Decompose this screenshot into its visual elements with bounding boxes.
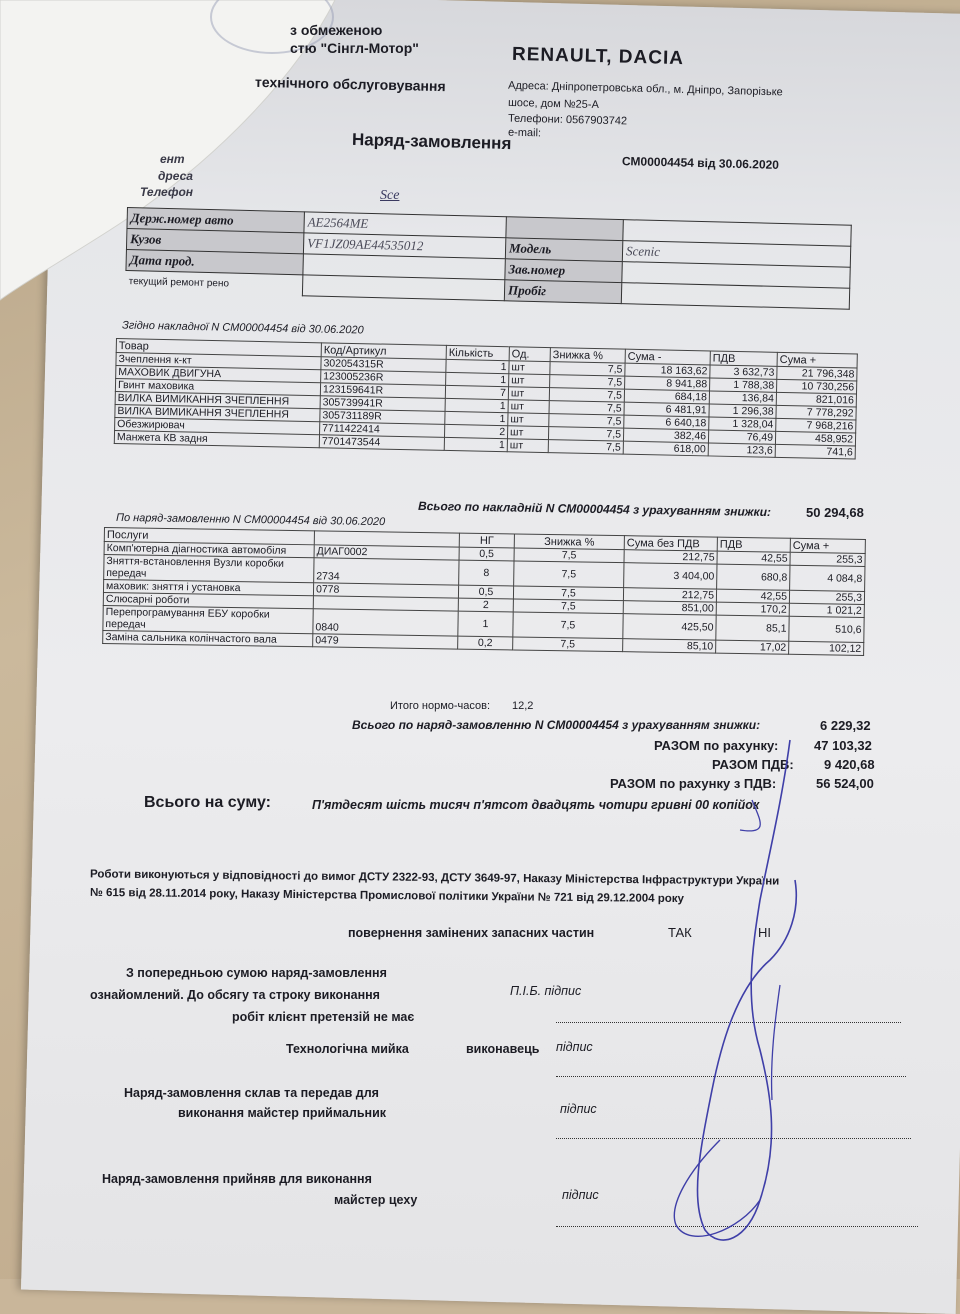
agree-line3: робіт клієнт претензій не має xyxy=(232,1010,415,1024)
services-header-discount: Знижка % xyxy=(514,534,624,550)
goods-cell-vat: 1 788,38 xyxy=(710,378,777,392)
goods-cell-vat: 76,49 xyxy=(708,430,775,444)
service-cell-name: Зняття-встановлення Вузли коробки передач xyxy=(104,555,314,583)
service-cell-discount: 7,5 xyxy=(514,548,624,563)
hours-label: Итого нормо-часов: xyxy=(390,700,491,712)
body-value: VF1JZ09AE44535012 xyxy=(303,233,505,259)
service-cell-code: 0840 xyxy=(313,609,458,636)
goods-cell-unit: шт xyxy=(508,400,549,414)
service-cell-code: 0479 xyxy=(313,634,458,649)
goods-cell-unit: шт xyxy=(508,413,549,427)
model-value: Scenic xyxy=(622,241,850,268)
goods-cell-qty: 1 xyxy=(446,372,509,386)
total-sum-value: 47 103,32 xyxy=(814,738,872,753)
document-number: СМ00004454 від 30.06.2020 xyxy=(621,154,780,172)
service-cell-vat: 170,2 xyxy=(716,602,789,616)
service-cell-hours: 2 xyxy=(458,598,513,612)
goods-cell-unit: шт xyxy=(509,374,550,388)
company-line3: технічного обслуговування xyxy=(254,73,446,95)
repair-note: текущий ремонт рено xyxy=(128,275,230,290)
accepted-line1: Наряд-замовлення прийняв для виконання xyxy=(102,1172,372,1186)
goods-cell-unit: шт xyxy=(508,387,549,401)
parts-return-no[interactable]: НІ xyxy=(758,925,771,940)
goods-cell-qty: 7 xyxy=(445,385,508,399)
service-cell-code: 2734 xyxy=(314,558,459,585)
agree-line2: ознайомлений. До обсягу та строку виконання xyxy=(90,988,380,1002)
goods-cell-discount: 7,5 xyxy=(548,440,623,455)
service-cell-discount: 7,5 xyxy=(513,637,623,652)
service-cell-name: Слюсарні роботи xyxy=(103,592,313,608)
service-cell-sum: 212,75 xyxy=(624,550,717,564)
service-cell-sum-vat: 1 021,2 xyxy=(789,603,864,617)
service-cell-sum-vat: 4 084,8 xyxy=(790,565,865,591)
accepted-line2: майстер цеху xyxy=(334,1193,418,1207)
service-cell-sum: 85,10 xyxy=(623,639,716,653)
pib-signature-label: П.І.Б. підпис xyxy=(510,984,582,998)
service-cell-vat: 42,55 xyxy=(716,589,789,603)
goods-cell-sum: 8 941,88 xyxy=(625,376,710,391)
parts-return-label: повернення замінених запасних частин xyxy=(348,926,595,940)
goods-cell-item: Гвинт маховика xyxy=(115,379,320,396)
hours-value: 12,2 xyxy=(512,700,534,712)
goods-cell-qty: 1 xyxy=(445,398,508,412)
goods-cell-sum: 618,00 xyxy=(623,441,708,456)
total-sum-vat-label: РАЗОМ по рахунку з ПДВ: xyxy=(610,776,777,791)
goods-header-unit: Од. xyxy=(509,347,550,362)
goods-cell-code: 123005236R xyxy=(321,370,446,386)
service-cell-hours: 0,2 xyxy=(458,636,513,650)
service-cell-code: 0778 xyxy=(313,583,458,598)
goods-cell-item: МАХОВИК ДВИГУНА xyxy=(116,366,321,383)
goods-cell-sum: 684,18 xyxy=(624,389,709,404)
sum-in-words-value: П'ятдесят шість тисяч п'ятсот двадцять чотири гривні 00 копійок xyxy=(312,798,760,812)
document-title: Наряд-замовлення xyxy=(351,129,512,154)
goods-caption: Згідно накладної N СМ00004454 від 30.06.2020 xyxy=(121,319,364,337)
goods-total-label: Всього по накладній N СМ00004454 з урахуванням знижки: xyxy=(417,498,772,520)
service-cell-vat: 85,1 xyxy=(716,615,789,641)
service-cell-discount: 7,5 xyxy=(513,612,623,639)
goods-cell-code: 305731189R xyxy=(320,409,445,425)
goods-cell-qty: 2 xyxy=(444,424,507,438)
service-cell-name: маховик: зняття і установка xyxy=(103,580,313,596)
goods-cell-sum: 18 163,62 xyxy=(625,363,710,378)
service-cell-name: Комп'ютерна діагностика автомобіля xyxy=(104,542,314,558)
service-cell-vat: 680,8 xyxy=(717,564,790,590)
model-label: Модель xyxy=(505,238,622,262)
service-cell-hours: 1 xyxy=(458,611,513,637)
goods-header-sum: Сума - xyxy=(625,349,710,365)
service-cell-sum-vat: 255,3 xyxy=(789,590,864,604)
sum-in-words-label: Всього на суму: xyxy=(144,794,271,811)
service-cell-sum-vat: 102,12 xyxy=(789,641,864,655)
goods-header-code: Код/Артикул xyxy=(321,343,446,360)
goods-cell-qty: 1 xyxy=(445,411,508,425)
goods-cell-qty: 1 xyxy=(446,359,509,373)
executor-label: виконавець xyxy=(466,1042,540,1056)
engine-number-label: Зав.номер xyxy=(505,259,622,283)
services-caption: По наряд-замовленню N СМ00004454 від 30.06.2020 xyxy=(115,511,386,529)
goods-cell-item: Зчеплення к-кт xyxy=(116,353,321,370)
email: e-mail: xyxy=(507,126,542,140)
goods-cell-sum-vat: 821,016 xyxy=(776,392,856,407)
services-header-name: Послуги xyxy=(104,528,314,545)
service-cell-hours: 8 xyxy=(459,560,514,586)
service-cell-discount: 7,5 xyxy=(514,561,624,588)
goods-header-sum-vat: Сума + xyxy=(777,352,857,368)
services-header-sum-vat: Сума + xyxy=(790,538,865,553)
service-cell-sum-vat: 510,6 xyxy=(789,616,864,642)
service-cell-name: Заміна сальника колінчастого вала xyxy=(103,630,313,646)
service-cell-discount: 7,5 xyxy=(513,599,623,614)
goods-cell-code: 302054315R xyxy=(321,357,446,373)
goods-cell-qty: 1 xyxy=(444,437,507,451)
service-cell-sum: 3 404,00 xyxy=(624,563,717,589)
wash-label: Технологічна мийка xyxy=(286,1042,409,1056)
goods-cell-vat: 3 632,73 xyxy=(710,365,777,379)
handover-sign-label: підпис xyxy=(560,1102,597,1116)
goods-cell-discount: 7,5 xyxy=(549,388,624,403)
goods-cell-sum: 382,46 xyxy=(623,428,708,443)
goods-cell-item: ВИЛКА ВИМИКАННЯ ЗЧЕПЛЕННЯ xyxy=(115,404,320,421)
handover-line2: виконання майстер приймальник xyxy=(178,1106,387,1120)
goods-cell-code: 123159641R xyxy=(320,383,445,399)
service-cell-sum: 425,50 xyxy=(623,614,716,640)
goods-cell-sum-vat: 7 778,292 xyxy=(776,405,856,420)
company-line1: з обмеженою xyxy=(290,22,383,38)
plate-value: AE2564ME xyxy=(304,212,506,238)
goods-cell-code: 305739941R xyxy=(320,396,445,412)
goods-header-discount: Знижка % xyxy=(550,348,625,364)
goods-cell-discount: 7,5 xyxy=(550,375,625,390)
services-header-vat: ПДВ xyxy=(717,537,790,552)
service-cell-sum: 212,75 xyxy=(623,588,716,602)
executor-sign-label: підпис xyxy=(556,1040,593,1054)
goods-header-vat: ПДВ xyxy=(710,351,777,366)
service-cell-vat: 17,02 xyxy=(716,640,789,654)
goods-cell-discount: 7,5 xyxy=(549,401,624,416)
goods-cell-item: Манжета КВ задня xyxy=(114,430,319,447)
goods-cell-sum: 6 640,18 xyxy=(624,415,709,430)
parts-return-yes[interactable]: ТАК xyxy=(668,925,692,940)
terms-line1: Роботи виконуються у відповідності до вимог ДСТУ 2322-93, ДСТУ 3649-97, Наказу Міністерства Інфраструктури України xyxy=(89,868,780,888)
total-vat-value: 9 420,68 xyxy=(824,757,875,772)
handover-line1: Наряд-замовлення склав та передав для xyxy=(124,1086,379,1100)
goods-cell-sum: 6 481,91 xyxy=(624,402,709,417)
left-label-3: Телефон xyxy=(140,185,194,199)
goods-cell-item: Обезжирювач xyxy=(115,417,320,434)
services-header-hours: НГ xyxy=(459,533,514,548)
services-total-value: 6 229,32 xyxy=(820,718,871,733)
service-cell-hours: 0,5 xyxy=(459,547,514,561)
goods-cell-sum-vat: 741,6 xyxy=(775,444,855,459)
company-line2: стю "Сінгл-Мотор" xyxy=(290,40,419,56)
terms-line2: № 615 від 28.11.2014 року, Наказу Міністерства Промислової політики України № 721 від 29.12.2004 року xyxy=(89,886,684,906)
goods-cell-vat: 1 296,38 xyxy=(709,404,776,418)
goods-cell-unit: шт xyxy=(509,361,550,375)
service-cell-sum-vat: 255,3 xyxy=(790,552,865,566)
service-cell-vat: 42,55 xyxy=(717,551,790,565)
service-cell-discount: 7,5 xyxy=(513,586,623,601)
goods-cell-sum-vat: 458,952 xyxy=(775,431,855,446)
total-sum-vat-value: 56 524,00 xyxy=(816,776,874,791)
production-date-label: Дата прод. xyxy=(126,249,303,274)
accepted-sign-label: підпис xyxy=(562,1188,599,1202)
service-cell-sum: 851,00 xyxy=(623,601,716,615)
left-label-1: ент xyxy=(160,152,185,166)
goods-cell-vat: 123,6 xyxy=(708,443,775,457)
service-cell-hours: 0,5 xyxy=(458,585,513,599)
brand-name: RENAULT, DACIA xyxy=(511,43,685,70)
goods-cell-unit: шт xyxy=(507,439,548,453)
goods-cell-sum-vat: 7 968,216 xyxy=(776,418,856,433)
plate-label: Держ.номер авто xyxy=(127,208,304,233)
goods-header-item: Товар xyxy=(116,339,321,357)
body-label: Кузов xyxy=(126,229,303,254)
goods-cell-sum-vat: 10 730,256 xyxy=(777,379,857,394)
services-header-sum: Сума без ПДВ xyxy=(624,536,717,551)
mileage-label: Пробіг xyxy=(504,280,621,304)
goods-cell-discount: 7,5 xyxy=(549,414,624,429)
goods-cell-unit: шт xyxy=(507,426,548,440)
total-sum-label: РАЗОМ по рахунку: xyxy=(654,738,779,753)
service-cell-code: ДИАГ0002 xyxy=(314,545,459,560)
service-cell-name: Перепрограмування ЕБУ коробки передач xyxy=(103,605,313,633)
address-line2: шосе, дом №25-А xyxy=(507,96,600,112)
goods-cell-discount: 7,5 xyxy=(548,427,623,442)
services-total-label: Всього по наряд-замовленню N СМ00004454 з урахуванням знижки: xyxy=(352,718,761,732)
goods-cell-code: 7711422414 xyxy=(320,422,445,438)
goods-cell-vat: 136,84 xyxy=(709,391,776,405)
phone: Телефони: 0567903742 xyxy=(507,112,628,128)
total-vat-label: РАЗОМ ПДВ: xyxy=(712,757,794,772)
goods-cell-discount: 7,5 xyxy=(550,362,625,377)
goods-cell-item: ВИЛКА ВИМИКАННЯ ЗЧЕПЛЕННЯ xyxy=(115,391,320,408)
goods-total-value: 50 294,68 xyxy=(806,505,864,520)
goods-cell-code: 7701473544 xyxy=(319,435,444,451)
goods-cell-vat: 1 328,04 xyxy=(709,417,776,431)
address-line1: Адреса: Дніпропетровська обл., м. Дніпро, Запорізьке xyxy=(507,79,783,99)
left-label-2: дреса xyxy=(158,169,193,183)
goods-cell-sum-vat: 21 796,348 xyxy=(777,366,857,381)
handwritten-note: Sce xyxy=(380,188,400,203)
agree-line1: З попередньою сумою наряд-замовлення xyxy=(126,966,387,980)
goods-header-qty: Кількість xyxy=(446,345,509,360)
